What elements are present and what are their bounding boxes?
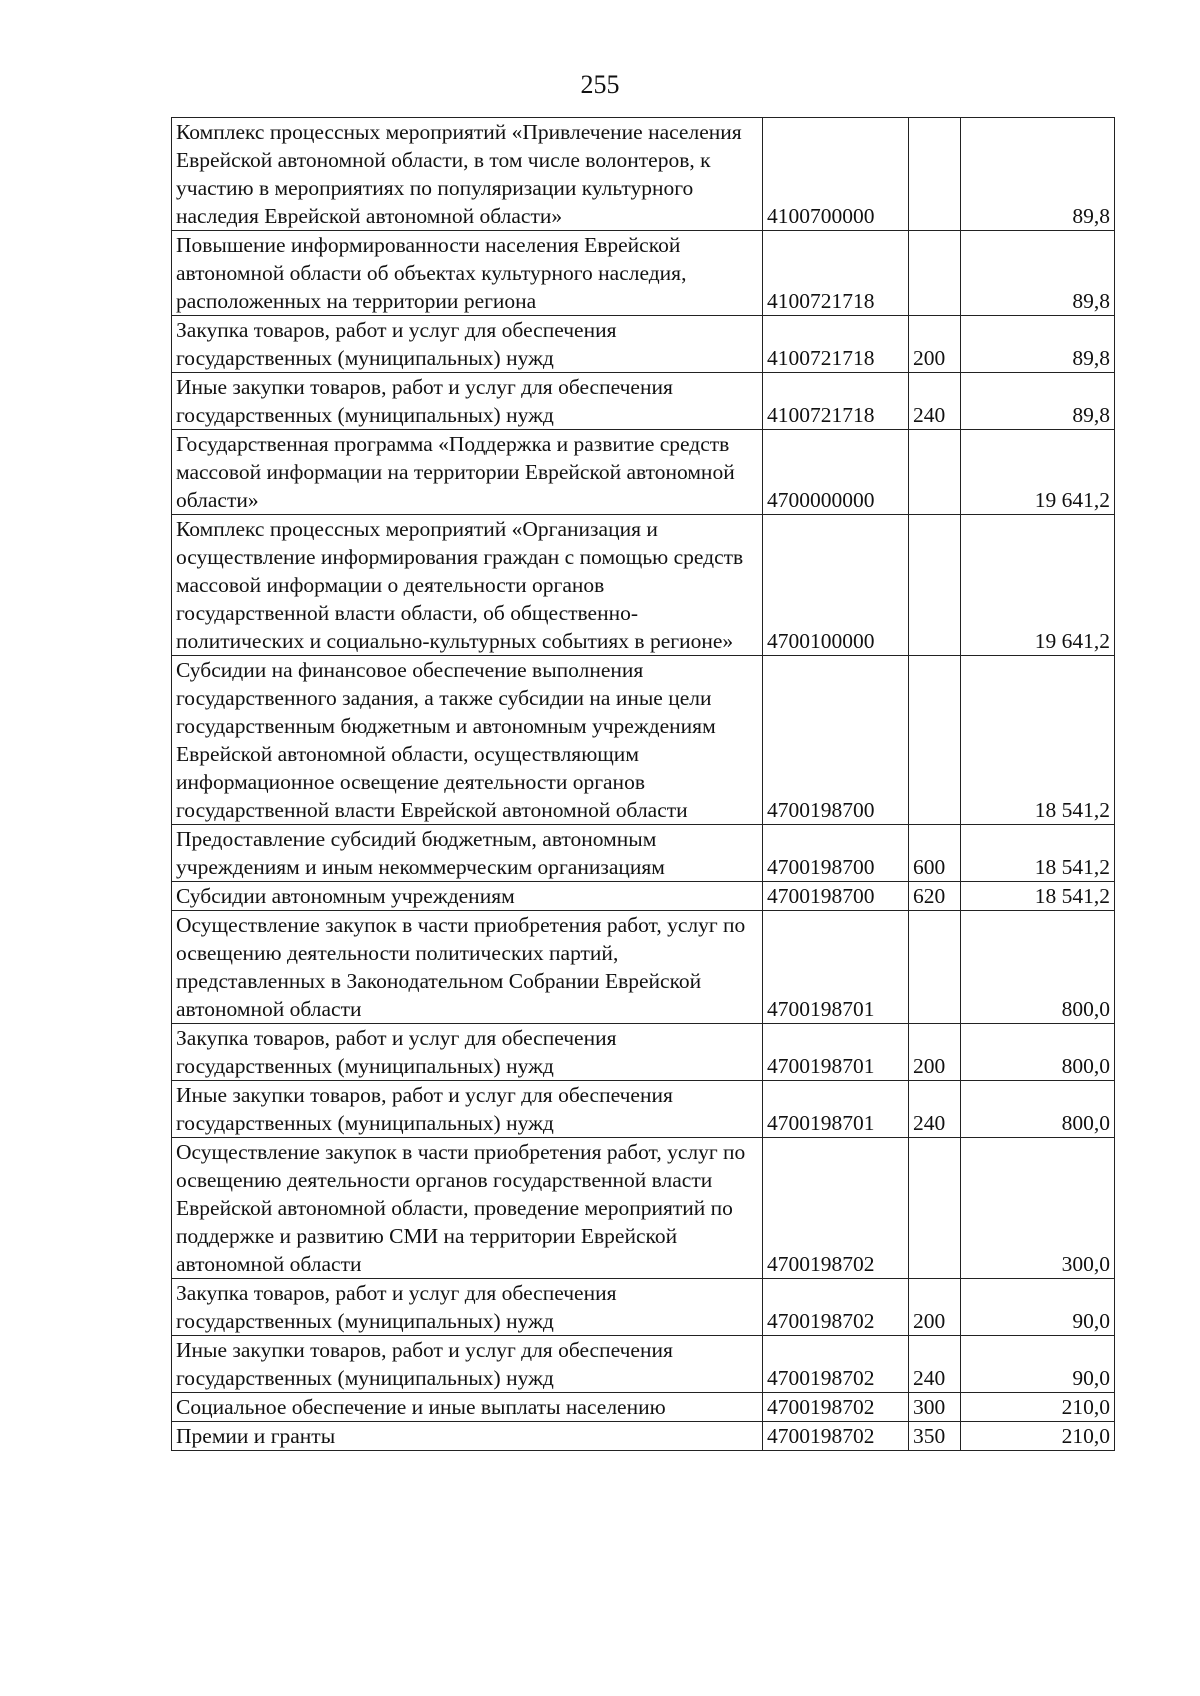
row-code-cell: 4700198700 <box>763 656 909 825</box>
budget-table <box>171 117 1115 1451</box>
row-name-cell: Иные закупки товаров, работ и услуг для обеспечения государственных (муниципальных) нужд <box>172 373 763 430</box>
row-type-cell: 350 <box>909 1422 961 1451</box>
row-sum-cell: 89,8 <box>961 118 1115 231</box>
table-row <box>172 515 1115 656</box>
row-type-cell <box>909 1138 961 1279</box>
table-row <box>172 1138 1115 1279</box>
row-code-cell: 4700100000 <box>763 515 909 656</box>
table-row <box>172 316 1115 373</box>
row-sum-cell: 89,8 <box>961 231 1115 316</box>
row-name-cell: Комплекс процессных мероприятий «Организация и осуществление информирования граждан с помощью средств массовой информации о деятельности органов государственной власти области, об общественно-политических и социально-культурных событиях в регионе» <box>172 515 763 656</box>
table-row <box>172 911 1115 1024</box>
row-code-cell: 4100700000 <box>763 118 909 231</box>
row-sum-cell: 18 541,2 <box>961 825 1115 882</box>
table-row <box>172 825 1115 882</box>
row-code-cell: 4700198702 <box>763 1336 909 1393</box>
row-type-cell <box>909 656 961 825</box>
row-code-cell: 4700000000 <box>763 430 909 515</box>
row-name-cell: Премии и гранты <box>172 1422 763 1451</box>
table-row <box>172 656 1115 825</box>
row-name-cell: Субсидии на финансовое обеспечение выполнения государственного задания, а также субсидии на иные цели государственным бюджетным и автономным учреждениям Еврейской автономной области, осуществляющим информационное освещение деятельности органов государственной власти Еврейской автономной области <box>172 656 763 825</box>
row-code-cell: 4700198701 <box>763 1081 909 1138</box>
row-sum-cell: 300,0 <box>961 1138 1115 1279</box>
row-type-cell: 240 <box>909 1336 961 1393</box>
row-type-cell: 620 <box>909 882 961 911</box>
table-row <box>172 1393 1115 1422</box>
table-row <box>172 1279 1115 1336</box>
table-row <box>172 1336 1115 1393</box>
row-name-cell: Закупка товаров, работ и услуг для обеспечения государственных (муниципальных) нужд <box>172 316 763 373</box>
row-name-cell: Комплекс процессных мероприятий «Привлечение населения Еврейской автономной области, в том числе волонтеров, к участию в мероприятиях по популяризации культурного наследия Еврейской автономной области» <box>172 118 763 231</box>
row-type-cell <box>909 911 961 1024</box>
row-type-cell <box>909 515 961 656</box>
row-sum-cell: 210,0 <box>961 1393 1115 1422</box>
row-type-cell <box>909 118 961 231</box>
row-name-cell: Осуществление закупок в части приобретения работ, услуг по освещению деятельности органов государственной власти Еврейской автономной области, проведение мероприятий по поддержке и развитию СМИ на территории Еврейской автономной области <box>172 1138 763 1279</box>
table-row <box>172 882 1115 911</box>
row-code-cell: 4700198702 <box>763 1279 909 1336</box>
table-row <box>172 118 1115 231</box>
row-type-cell: 240 <box>909 373 961 430</box>
row-code-cell: 4700198700 <box>763 882 909 911</box>
row-name-cell: Субсидии автономным учреждениям <box>172 882 763 911</box>
row-sum-cell: 19 641,2 <box>961 430 1115 515</box>
row-type-cell: 300 <box>909 1393 961 1422</box>
row-name-cell: Закупка товаров, работ и услуг для обеспечения государственных (муниципальных) нужд <box>172 1279 763 1336</box>
row-code-cell: 4100721718 <box>763 373 909 430</box>
row-name-cell: Предоставление субсидий бюджетным, автономным учреждениям и иным некоммерческим организациям <box>172 825 763 882</box>
row-type-cell <box>909 430 961 515</box>
row-name-cell: Социальное обеспечение и иные выплаты населению <box>172 1393 763 1422</box>
row-name-cell: Повышение информированности населения Еврейской автономной области об объектах культурного наследия, расположенных на территории региона <box>172 231 763 316</box>
row-code-cell: 4700198702 <box>763 1138 909 1279</box>
row-code-cell: 4700198701 <box>763 911 909 1024</box>
table-row <box>172 1081 1115 1138</box>
row-type-cell: 200 <box>909 1279 961 1336</box>
row-sum-cell: 89,8 <box>961 373 1115 430</box>
row-sum-cell: 90,0 <box>961 1336 1115 1393</box>
row-sum-cell: 210,0 <box>961 1422 1115 1451</box>
table-row <box>172 1024 1115 1081</box>
row-type-cell: 200 <box>909 316 961 373</box>
row-code-cell: 4100721718 <box>763 316 909 373</box>
row-type-cell: 240 <box>909 1081 961 1138</box>
row-type-cell: 600 <box>909 825 961 882</box>
row-code-cell: 4700198700 <box>763 825 909 882</box>
table-row <box>172 373 1115 430</box>
row-sum-cell: 18 541,2 <box>961 882 1115 911</box>
row-sum-cell: 800,0 <box>961 911 1115 1024</box>
row-type-cell: 200 <box>909 1024 961 1081</box>
row-name-cell: Иные закупки товаров, работ и услуг для обеспечения государственных (муниципальных) нужд <box>172 1081 763 1138</box>
row-sum-cell: 19 641,2 <box>961 515 1115 656</box>
row-name-cell: Закупка товаров, работ и услуг для обеспечения государственных (муниципальных) нужд <box>172 1024 763 1081</box>
row-type-cell <box>909 231 961 316</box>
table-row <box>172 430 1115 515</box>
row-sum-cell: 800,0 <box>961 1024 1115 1081</box>
table-row <box>172 1422 1115 1451</box>
row-code-cell: 4700198702 <box>763 1393 909 1422</box>
row-code-cell: 4700198701 <box>763 1024 909 1081</box>
row-name-cell: Осуществление закупок в части приобретения работ, услуг по освещению деятельности политических партий, представленных в Законодательном Собрании Еврейской автономной области <box>172 911 763 1024</box>
row-code-cell: 4700198702 <box>763 1422 909 1451</box>
page-number: 255 <box>580 70 620 99</box>
row-code-cell: 4100721718 <box>763 231 909 316</box>
table-row <box>172 231 1115 316</box>
row-sum-cell: 18 541,2 <box>961 656 1115 825</box>
row-sum-cell: 89,8 <box>961 316 1115 373</box>
row-name-cell: Государственная программа «Поддержка и развитие средств массовой информации на территории Еврейской автономной области» <box>172 430 763 515</box>
row-name-cell: Иные закупки товаров, работ и услуг для обеспечения государственных (муниципальных) нужд <box>172 1336 763 1393</box>
row-sum-cell: 800,0 <box>961 1081 1115 1138</box>
row-sum-cell: 90,0 <box>961 1279 1115 1336</box>
